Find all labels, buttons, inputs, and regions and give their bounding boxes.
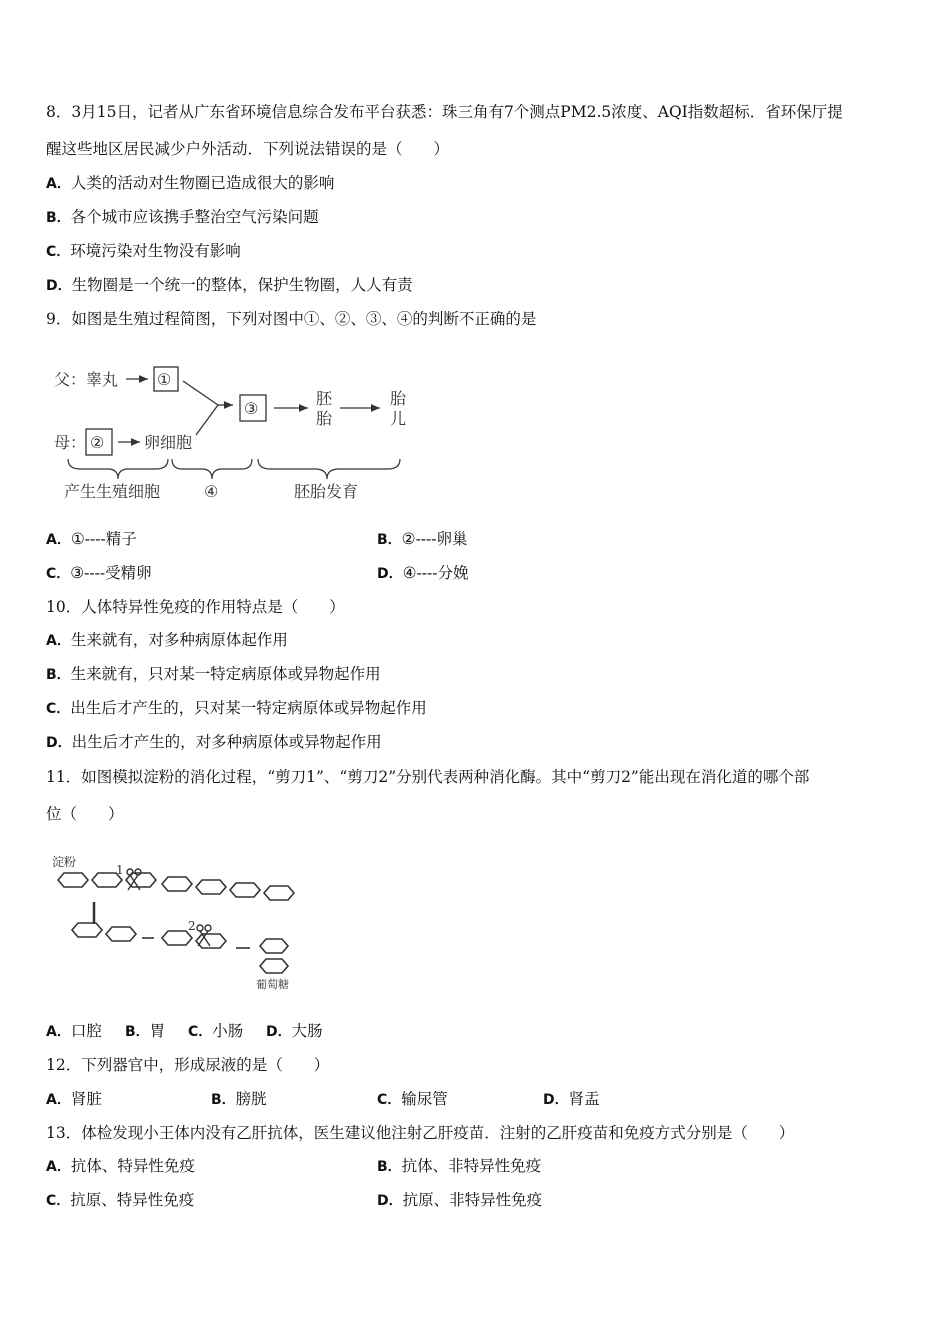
q8-option-c: C．环境污染对生物没有影响 xyxy=(46,242,241,260)
scissor-2-label: 2 xyxy=(188,919,196,933)
starch-digestion-diagram xyxy=(50,850,300,1000)
box-1-label: ① xyxy=(157,370,172,389)
q12-stem: 12．下列器官中，形成尿液的是（ ） xyxy=(46,1056,330,1074)
q8-option-d: D．生物圈是一个统一的整体，保护生物圈，人人有责 xyxy=(46,276,413,294)
starch-chain-bottom xyxy=(72,923,288,973)
q12-option-c: C．输尿管 xyxy=(377,1090,448,1108)
scissor-2-icon xyxy=(197,925,211,946)
q11-stem-line1: 11．如图模拟淀粉的消化过程，“剪刀1”、“剪刀2”分别代表两种消化酶。其中“剪刀2”能出现在消化道的哪个部 xyxy=(46,768,810,786)
q8-option-b: B．各个城市应该携手整治空气污染问题 xyxy=(46,208,319,226)
box-2-label: ② xyxy=(90,433,105,452)
q9-option-b: B．②----卵巢 xyxy=(377,530,468,548)
q13-option-c: C．抗原、特异性免疫 xyxy=(46,1191,195,1209)
q9-option-d: D．④----分娩 xyxy=(377,564,469,582)
q11-option-a: A．口腔 xyxy=(46,1022,102,1040)
q9-option-a: A．①----精子 xyxy=(46,530,137,548)
q11-option-d: D．大肠 xyxy=(266,1022,323,1040)
q12-option-d: D．肾盂 xyxy=(543,1090,600,1108)
q12-option-a: A．肾脏 xyxy=(46,1090,102,1108)
q8-option-a: A．人类的活动对生物圈已造成很大的影响 xyxy=(46,174,335,192)
scissor-1-label: 1 xyxy=(116,863,124,877)
embryo-label-top: 胚 xyxy=(316,389,333,408)
reproduction-diagram xyxy=(50,355,420,505)
glucose-label: 葡萄糖 xyxy=(256,978,289,991)
q13-option-b: B．抗体、非特异性免疫 xyxy=(377,1157,542,1175)
father-testis-label: 父：睾丸 xyxy=(54,370,119,389)
gamete-production-label: 产生生殖细胞 xyxy=(64,482,161,501)
q11-option-b: B．胃 xyxy=(125,1022,166,1040)
q10-option-a: A．生来就有，对多种病原体起作用 xyxy=(46,631,288,649)
label-4: ④ xyxy=(204,482,219,501)
box-3-label: ③ xyxy=(244,399,259,418)
q9-option-c: C．③----受精卵 xyxy=(46,564,152,582)
embryo-label-bottom: 胎 xyxy=(316,409,333,428)
fetus-label-bottom: 儿 xyxy=(390,409,407,428)
q13-stem: 13．体检发现小王体内没有乙肝抗体，医生建议他注射乙肝疫苗．注射的乙肝疫苗和免疫方式分别是（ ） xyxy=(46,1124,795,1142)
q10-option-b: B．生来就有，只对某一特定病原体或异物起作用 xyxy=(46,665,381,683)
mother-label: 母： xyxy=(54,433,87,452)
starch-label: 淀粉 xyxy=(52,855,77,869)
q8-stem-line1: 8．3月15日，记者从广东省环境信息综合发布平台获悉：珠三角有7个测点PM2.5浓度、AQI指数超标．省环保厅提 xyxy=(46,103,843,121)
q11-option-c: C．小肠 xyxy=(188,1022,244,1040)
q11-stem-line2: 位（ ） xyxy=(46,805,124,823)
fetus-label-top: 胎 xyxy=(390,389,407,408)
q10-option-c: C．出生后才产生的，只对某一特定病原体或异物起作用 xyxy=(46,699,427,717)
q9-stem: 9．如图是生殖过程简图，下列对图中①、②、③、④的判断不正确的是 xyxy=(46,310,537,328)
q13-option-a: A．抗体、特异性免疫 xyxy=(46,1157,195,1175)
q8-stem-line2: 醒这些地区居民减少户外活动．下列说法错误的是（ ） xyxy=(46,140,450,158)
q10-option-d: D．出生后才产生的，对多种病原体或异物起作用 xyxy=(46,733,382,751)
embryo-development-label: 胚胎发育 xyxy=(294,482,359,501)
q13-option-d: D．抗原、非特异性免疫 xyxy=(377,1191,543,1209)
starch-chain-top xyxy=(58,873,294,900)
q12-option-b: B．膀胱 xyxy=(211,1090,267,1108)
egg-cell-label: 卵细胞 xyxy=(144,433,193,452)
q10-stem: 10．人体特异性免疫的作用特点是（ ） xyxy=(46,598,345,616)
